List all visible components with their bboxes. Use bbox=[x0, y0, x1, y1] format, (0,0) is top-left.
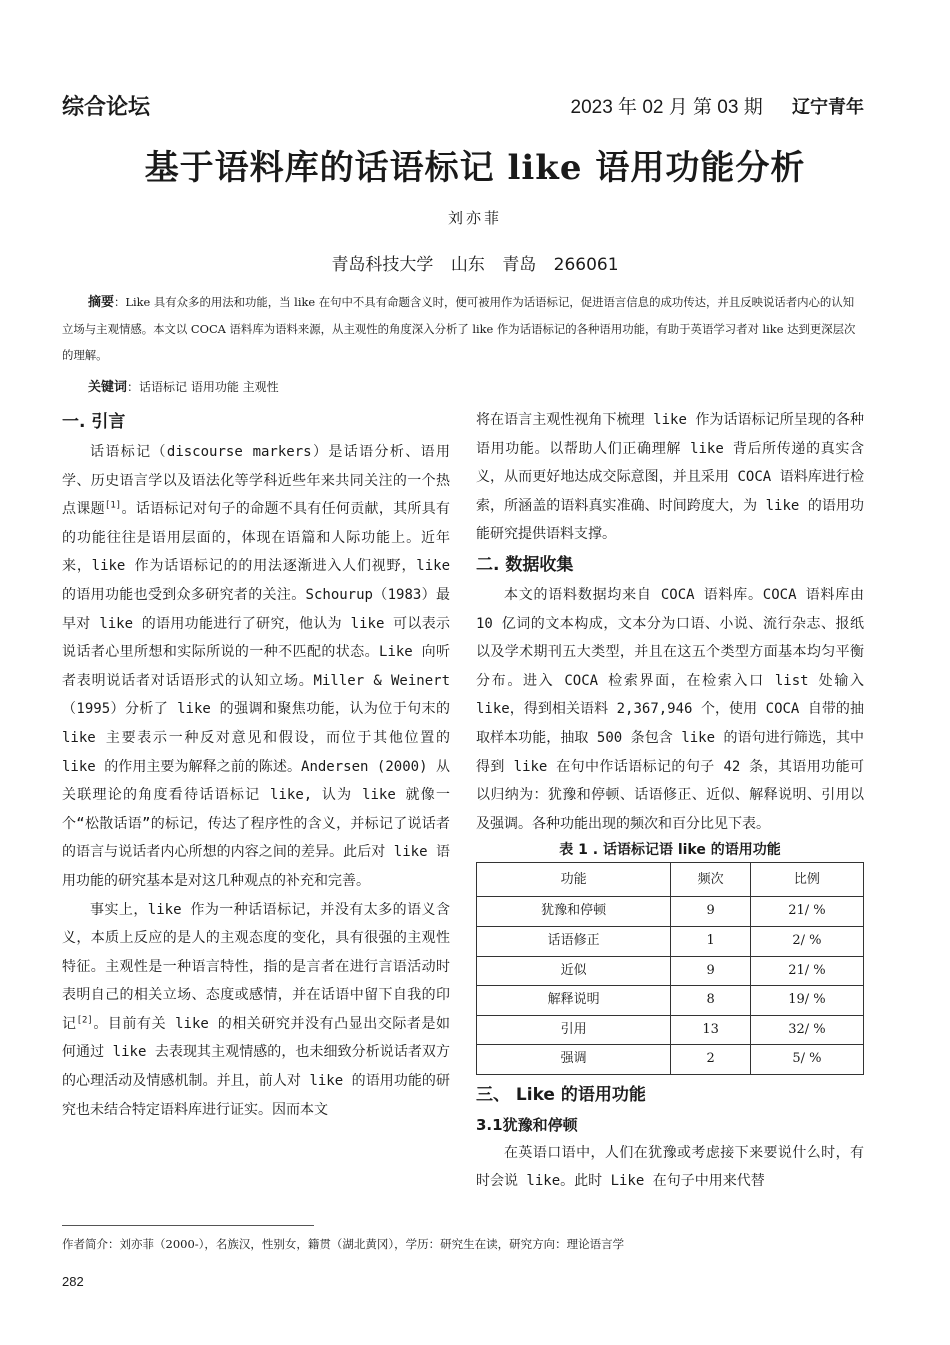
affiliation-university: 青岛科技大学 bbox=[331, 255, 434, 275]
affiliation-city: 青岛 bbox=[502, 255, 537, 275]
table-header-cell: 比例 bbox=[750, 863, 863, 897]
section1-paragraph-2-continued: 将在语言主观性视角下梳理 like 作为话语标记所呈现的各种语用功能。以帮助人们正确理解 like 背后所传递的真实含义，从而更好地达成交际意图，并且采用 COCA 语料库进行检索，所涵盖的语料真实准确、时间跨度大，为 like 的语用功能研究提供语料支撑。 bbox=[476, 412, 864, 543]
table-cell: 2/ % bbox=[750, 926, 863, 956]
abstract bbox=[62, 289, 864, 368]
table-row bbox=[477, 926, 864, 956]
paper-title: 基于语料库的话语标记 like 语用功能分析 bbox=[144, 148, 806, 188]
table-cell: 8 bbox=[671, 986, 751, 1016]
table-cell: 解释说明 bbox=[477, 986, 671, 1016]
table-cell: 13 bbox=[671, 1015, 751, 1045]
section1-p1-part-a: 话语标记（discourse markers）是话语分析、语用学、历史语言学以及语法化等学科近些年来共同关注的一个热点课题 bbox=[62, 444, 450, 518]
table-header-cell: 功能 bbox=[477, 863, 671, 897]
affiliation-province: 山东 bbox=[450, 255, 485, 275]
affiliation-postcode: 266061 bbox=[553, 255, 619, 275]
table-cell: 9 bbox=[671, 897, 751, 927]
table-cell: 32/ % bbox=[750, 1015, 863, 1045]
table-cell: 19/ % bbox=[750, 986, 863, 1016]
citation-2[interactable]: [2] bbox=[76, 1015, 93, 1026]
author-footnote: 作者简介：刘亦菲（2000-），名族汉，性别女，籍贯（湖北黄冈），学历：研究生在读，研究方向：理论语言学 bbox=[62, 1237, 625, 1251]
table-cell: 犹豫和停顿 bbox=[477, 897, 671, 927]
section-label: 综合论坛 bbox=[62, 95, 151, 120]
abstract-text: ：Like 具有众多的用法和功能，当 like 在句中不具有命题含义时，便可被用作为话语标记，促进语言信息的成功传达，并且反映说话者内心的认知立场与主观情感。本文以 COCA 语料库为语料来源，从主观性的角度深入分析了 like 作为话语标记的各种语用功能，有助于英语学习者对 like 达到更深层次的理解。 bbox=[62, 295, 856, 362]
author-name: 刘亦菲 bbox=[447, 209, 502, 227]
right-column bbox=[476, 406, 864, 1196]
table-cell: 话语修正 bbox=[477, 926, 671, 956]
section2-paragraph-1: 本文的语料数据均来自 COCA 语料库。COCA 语料库由 10 亿词的文本构成，文本分为口语、小说、流行杂志、报纸以及学术期刊五大类型，并且在这五个类型方面基本均匀平衡分布。进入 COCA 检索界面，在检索入口 list 处输入 like，得到相关语料 2,367,946 个，使用 COCA 自带的抽取样本功能，抽取 500 条包含 like 的语句进行筛选，其中得到 like 在句中作话语标记的句子 42 条，其语用功能可以归纳为：犹豫和停顿、话语修正、近似、解释说明、引用以及强调。各种功能出现的频次和百分比见下表。 bbox=[476, 586, 864, 832]
journal-name: 辽宁青年 bbox=[792, 97, 864, 118]
page-number: 282 bbox=[62, 1274, 84, 1289]
table-title: 表 1 . 话语标记语 like 的语用功能 bbox=[559, 842, 781, 859]
table-header-cell: 频次 bbox=[671, 863, 751, 897]
table-row bbox=[477, 1015, 864, 1045]
section1-p1-part-b: 。话语标记对句子的命题不具有任何贡献，其所具有的功能往往是语用层面的，体现在语篇和人际功能上。近年来，like 作为话语标记的的用法逐渐进入人们视野，like 的语用功能也受到众多研究者的关注。Schourup（1983）最早对 like 的语用功能进行了研究，他认为 like 可以表示说话者心里所想和实际所说的一种不匹配的状态。Like 向听者表明说话者对话语形式的认知立场。Miller & Weinert（1995）分析了 like 的强调和聚焦功能，认为位于句末的 like 主要表示一种反对意见和假设，而位于其他位置的 like 的作用主要为解释之前的陈述。Andersen (2000) 从关联理论的角度看待话语标记 like, 认为 like 就像一个“松散话语”的标记，传达了程序性的含义，并标记了说话者的语言与说话者内心所想的内容之间的差异。此后对 like 语用功能的研究基本是对这几种观点的补充和完善。 bbox=[62, 501, 451, 889]
table-cell: 9 bbox=[671, 956, 751, 986]
section3-heading: 三、 Like 的语用功能 bbox=[476, 1084, 646, 1105]
table-cell: 21/ % bbox=[750, 956, 863, 986]
section1-p2-part-a: 事实上，like 作为一种话语标记，并没有太多的语义含义，本质上反应的是人的主观态度的变化，具有很强的主观性特征。主观性是一种语言特性，指的是言者在进行言语活动时表明自己的相关立场、态度或感情，并在话语中留下自我的印记 bbox=[62, 901, 450, 1032]
subsection-3-1-heading: 3.1犹豫和停顿 bbox=[476, 1115, 578, 1134]
abstract-label: 摘要 bbox=[88, 295, 115, 310]
table-cell: 近似 bbox=[477, 956, 671, 986]
affiliation bbox=[0, 250, 950, 275]
table-row bbox=[477, 1045, 864, 1075]
keywords-label: 关键词 bbox=[88, 380, 128, 395]
table-cell: 21/ % bbox=[750, 897, 863, 927]
table-cell: 引用 bbox=[477, 1015, 671, 1045]
keywords bbox=[88, 376, 279, 395]
section3-paragraph-1: 在英语口语中，人们在犹豫或考虑接下来要说什么时，有时会说 like。此时 Like 在句子中用来代替 bbox=[476, 1144, 864, 1190]
footnote-divider bbox=[62, 1225, 314, 1226]
section1-p2-part-b: 。目前有关 like 的相关研究并没有凸显出交际者是如何通过 like 去表现其主观情感的，也未细致分析说话者双方的心理活动及情感机制。并且，前人对 like 的语用功能的研究也未结合特定语料库进行证实。因而本文 bbox=[62, 1015, 451, 1118]
table-cell: 1 bbox=[671, 926, 751, 956]
table-cell: 强调 bbox=[477, 1045, 671, 1075]
table-row bbox=[477, 897, 864, 927]
table-cell: 2 bbox=[671, 1045, 751, 1075]
keywords-text: ：话语标记 语用功能 主观性 bbox=[127, 380, 279, 394]
table-cell: 5/ % bbox=[750, 1045, 863, 1075]
table-header-row bbox=[477, 863, 864, 897]
section1-paragraph-1 bbox=[62, 438, 450, 896]
section1-paragraph-2 bbox=[62, 896, 450, 1125]
section1-heading: 一. 引言 bbox=[62, 412, 126, 432]
function-table bbox=[476, 862, 864, 1075]
issue-date: 2023 年 02 月 第 03 期 bbox=[570, 97, 763, 118]
section2-heading: 二. 数据收集 bbox=[476, 554, 574, 575]
issue-info bbox=[571, 92, 865, 119]
table-row bbox=[477, 956, 864, 986]
left-column bbox=[62, 406, 450, 1124]
citation-1[interactable]: [1] bbox=[104, 500, 122, 511]
table-row bbox=[477, 986, 864, 1016]
